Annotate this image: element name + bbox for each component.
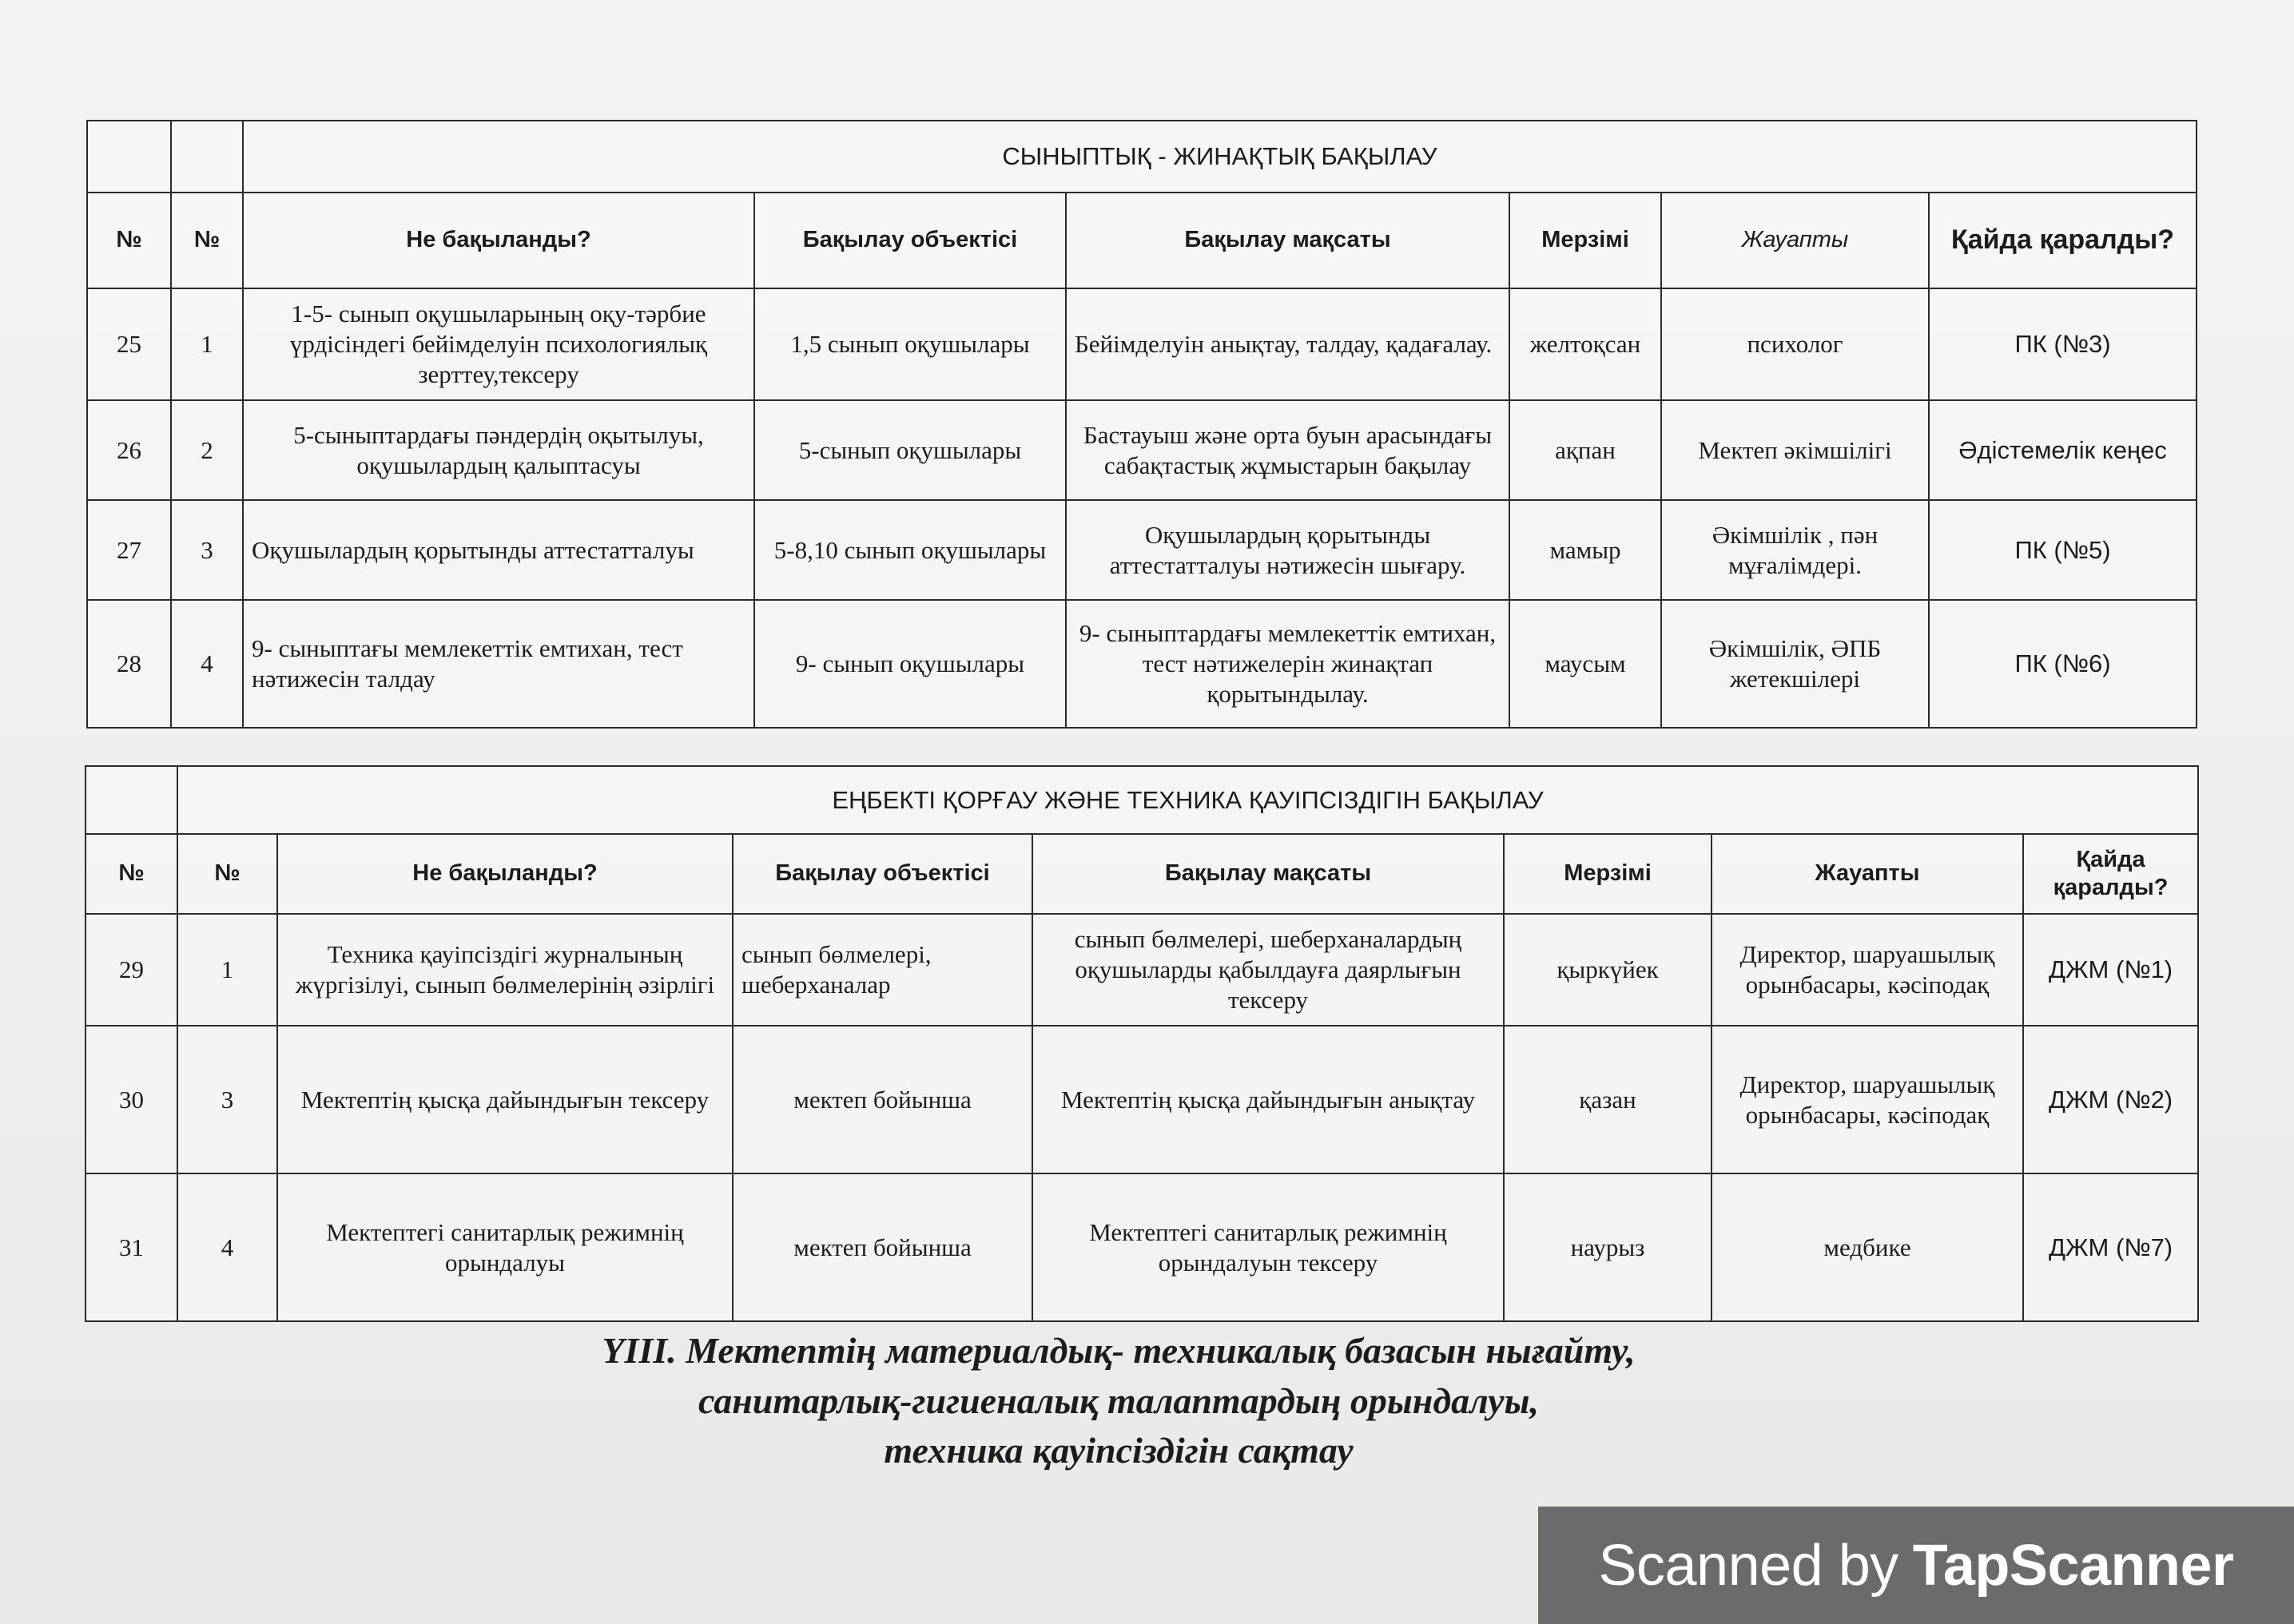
row-number: 25	[87, 288, 171, 400]
reviewed-at: ПК (№5)	[1929, 500, 2197, 600]
header-no2: №	[177, 834, 277, 914]
control-responsible: Мектеп әкімшілігі	[1661, 400, 1929, 500]
row-number: 28	[87, 600, 171, 728]
control-subject: 5-сыныптардағы пәндердің оқытылуы, оқушылардың қалыптасуы	[243, 400, 754, 500]
header-responsible: Жауапты	[1712, 834, 2023, 914]
header-no1: №	[85, 834, 177, 914]
table-title: СЫНЫПТЫҚ - ЖИНАҚТЫҚ БАҚЫЛАУ	[243, 121, 2197, 193]
reviewed-at: ДЖМ (№7)	[2023, 1173, 2198, 1321]
section-heading-line: санитарлық-гигиеналық талаптардың орындалуы,	[698, 1380, 1539, 1421]
header-purpose: Бақылау мақсаты	[1032, 834, 1504, 914]
row-subnumber: 4	[177, 1173, 277, 1321]
row-subnumber: 2	[171, 400, 243, 500]
reviewed-at: Әдістемелік кеңес	[1929, 400, 2197, 500]
table-row	[85, 1173, 2198, 1321]
title-blank-cell	[171, 121, 243, 193]
control-subject: Техника қауіпсіздігі журналының жүргізілуі, сынып бөлмелерінің әзірлігі	[277, 914, 733, 1026]
control-term: қыркүйек	[1504, 914, 1712, 1026]
control-object: 1,5 сынып оқушылары	[754, 288, 1066, 400]
table-row	[87, 400, 2197, 500]
control-purpose: Бастауыш және орта буын арасындағы сабақтастық жұмыстарын бақылау	[1066, 400, 1509, 500]
section-heading-line: ҮІІІ. Мектептің материалдық- техникалық базасын нығайту,	[602, 1330, 1636, 1371]
row-subnumber: 1	[171, 288, 243, 400]
row-subnumber: 3	[171, 500, 243, 600]
watermark-brand: TapScanner	[1912, 1533, 2234, 1598]
section-heading-line: техника қауіпсіздігін сақтау	[884, 1430, 1354, 1471]
control-object: 5-8,10 сынып оқушылары	[754, 500, 1066, 600]
control-subject: Мектептегі санитарлық режимнің орындалуы	[277, 1173, 733, 1321]
class-summary-control-table	[86, 120, 2197, 729]
control-term: желтоқсан	[1509, 288, 1661, 400]
header-object: Бақылау объектісі	[733, 834, 1032, 914]
control-term: маусым	[1509, 600, 1661, 728]
control-term: ақпан	[1509, 400, 1661, 500]
reviewed-at: ПК (№3)	[1929, 288, 2197, 400]
row-number: 29	[85, 914, 177, 1026]
row-number: 31	[85, 1173, 177, 1321]
control-purpose: 9- сыныптардағы мемлекеттік емтихан, тест нәтижелерін жинақтап қорытындылау.	[1066, 600, 1509, 728]
control-responsible: Әкімшілік , пән мұғалімдері.	[1661, 500, 1929, 600]
header-no1: №	[87, 193, 171, 288]
section-heading	[479, 1326, 1758, 1476]
row-number: 26	[87, 400, 171, 500]
table-row	[85, 1026, 2198, 1173]
table-row	[85, 914, 2198, 1026]
control-responsible: психолог	[1661, 288, 1929, 400]
row-number: 30	[85, 1026, 177, 1173]
control-subject: 9- сыныптағы мемлекеттік емтихан, тест нәтижесін талдау	[243, 600, 754, 728]
control-responsible: медбике	[1712, 1173, 2023, 1321]
control-term: мамыр	[1509, 500, 1661, 600]
control-object: 9- сынып оқушылары	[754, 600, 1066, 728]
title-blank-cell	[85, 766, 177, 834]
control-term: қазан	[1504, 1026, 1712, 1173]
header-responsible: Жауапты	[1661, 193, 1929, 288]
control-object: мектеп бойынша	[733, 1173, 1032, 1321]
control-purpose: Мектептегі санитарлық режимнің орындалуын тексеру	[1032, 1173, 1504, 1321]
row-subnumber: 1	[177, 914, 277, 1026]
header-what: Не бақыланды?	[243, 193, 754, 288]
header-where: Қайда қаралды?	[2023, 834, 2198, 914]
labor-safety-control-table	[85, 765, 2199, 1322]
header-object: Бақылау объектісі	[754, 193, 1066, 288]
control-purpose: Мектептің қысқа дайындығын анықтау	[1032, 1026, 1504, 1173]
table-row	[87, 500, 2197, 600]
title-blank-cell	[87, 121, 171, 193]
control-subject: Оқушылардың қорытынды аттестатталуы	[243, 500, 754, 600]
control-responsible: Директор, шаруашылық орынбасары, кәсіподақ	[1712, 914, 2023, 1026]
control-subject: 1-5- сынып оқушыларының оқу-тәрбие үрдісіндегі бейімделуін психологиялық зерттеу,тексеру	[243, 288, 754, 400]
control-purpose: сынып бөлмелері, шеберханалардың оқушыларды қабылдауға даярлығын тексеру	[1032, 914, 1504, 1026]
table-row	[87, 288, 2197, 400]
header-term: Мерзімі	[1509, 193, 1661, 288]
header-purpose: Бақылау мақсаты	[1066, 193, 1509, 288]
header-where: Қайда қаралды?	[1929, 193, 2197, 288]
control-object: мектеп бойынша	[733, 1026, 1032, 1173]
row-subnumber: 3	[177, 1026, 277, 1173]
control-object: сынып бөлмелері, шеберханалар	[733, 914, 1032, 1026]
control-purpose: Бейімделуін анықтау, талдау, қадағалау.	[1066, 288, 1509, 400]
header-term: Мерзімі	[1504, 834, 1712, 914]
reviewed-at: ДЖМ (№1)	[2023, 914, 2198, 1026]
table-row	[87, 600, 2197, 728]
table-title: ЕҢБЕКТІ ҚОРҒАУ ЖӘНЕ ТЕХНИКА ҚАУІПСІЗДІГІН БАҚЫЛАУ	[177, 766, 2198, 834]
reviewed-at: ДЖМ (№2)	[2023, 1026, 2198, 1173]
header-what: Не бақыланды?	[277, 834, 733, 914]
watermark-prefix: Scanned by	[1598, 1533, 1898, 1598]
control-purpose: Оқушылардың қорытынды аттестатталуы нәтижесін шығару.	[1066, 500, 1509, 600]
control-responsible: Әкімшілік, ӘПБ жетекшілері	[1661, 600, 1929, 728]
scanner-watermark	[1538, 1507, 2294, 1624]
header-no2: №	[171, 193, 243, 288]
row-number: 27	[87, 500, 171, 600]
control-object: 5-сынып оқушылары	[754, 400, 1066, 500]
reviewed-at: ПК (№6)	[1929, 600, 2197, 728]
row-subnumber: 4	[171, 600, 243, 728]
control-subject: Мектептің қысқа дайындығын тексеру	[277, 1026, 733, 1173]
control-responsible: Директор, шаруашылық орынбасары, кәсіподақ	[1712, 1026, 2023, 1173]
control-term: наурыз	[1504, 1173, 1712, 1321]
